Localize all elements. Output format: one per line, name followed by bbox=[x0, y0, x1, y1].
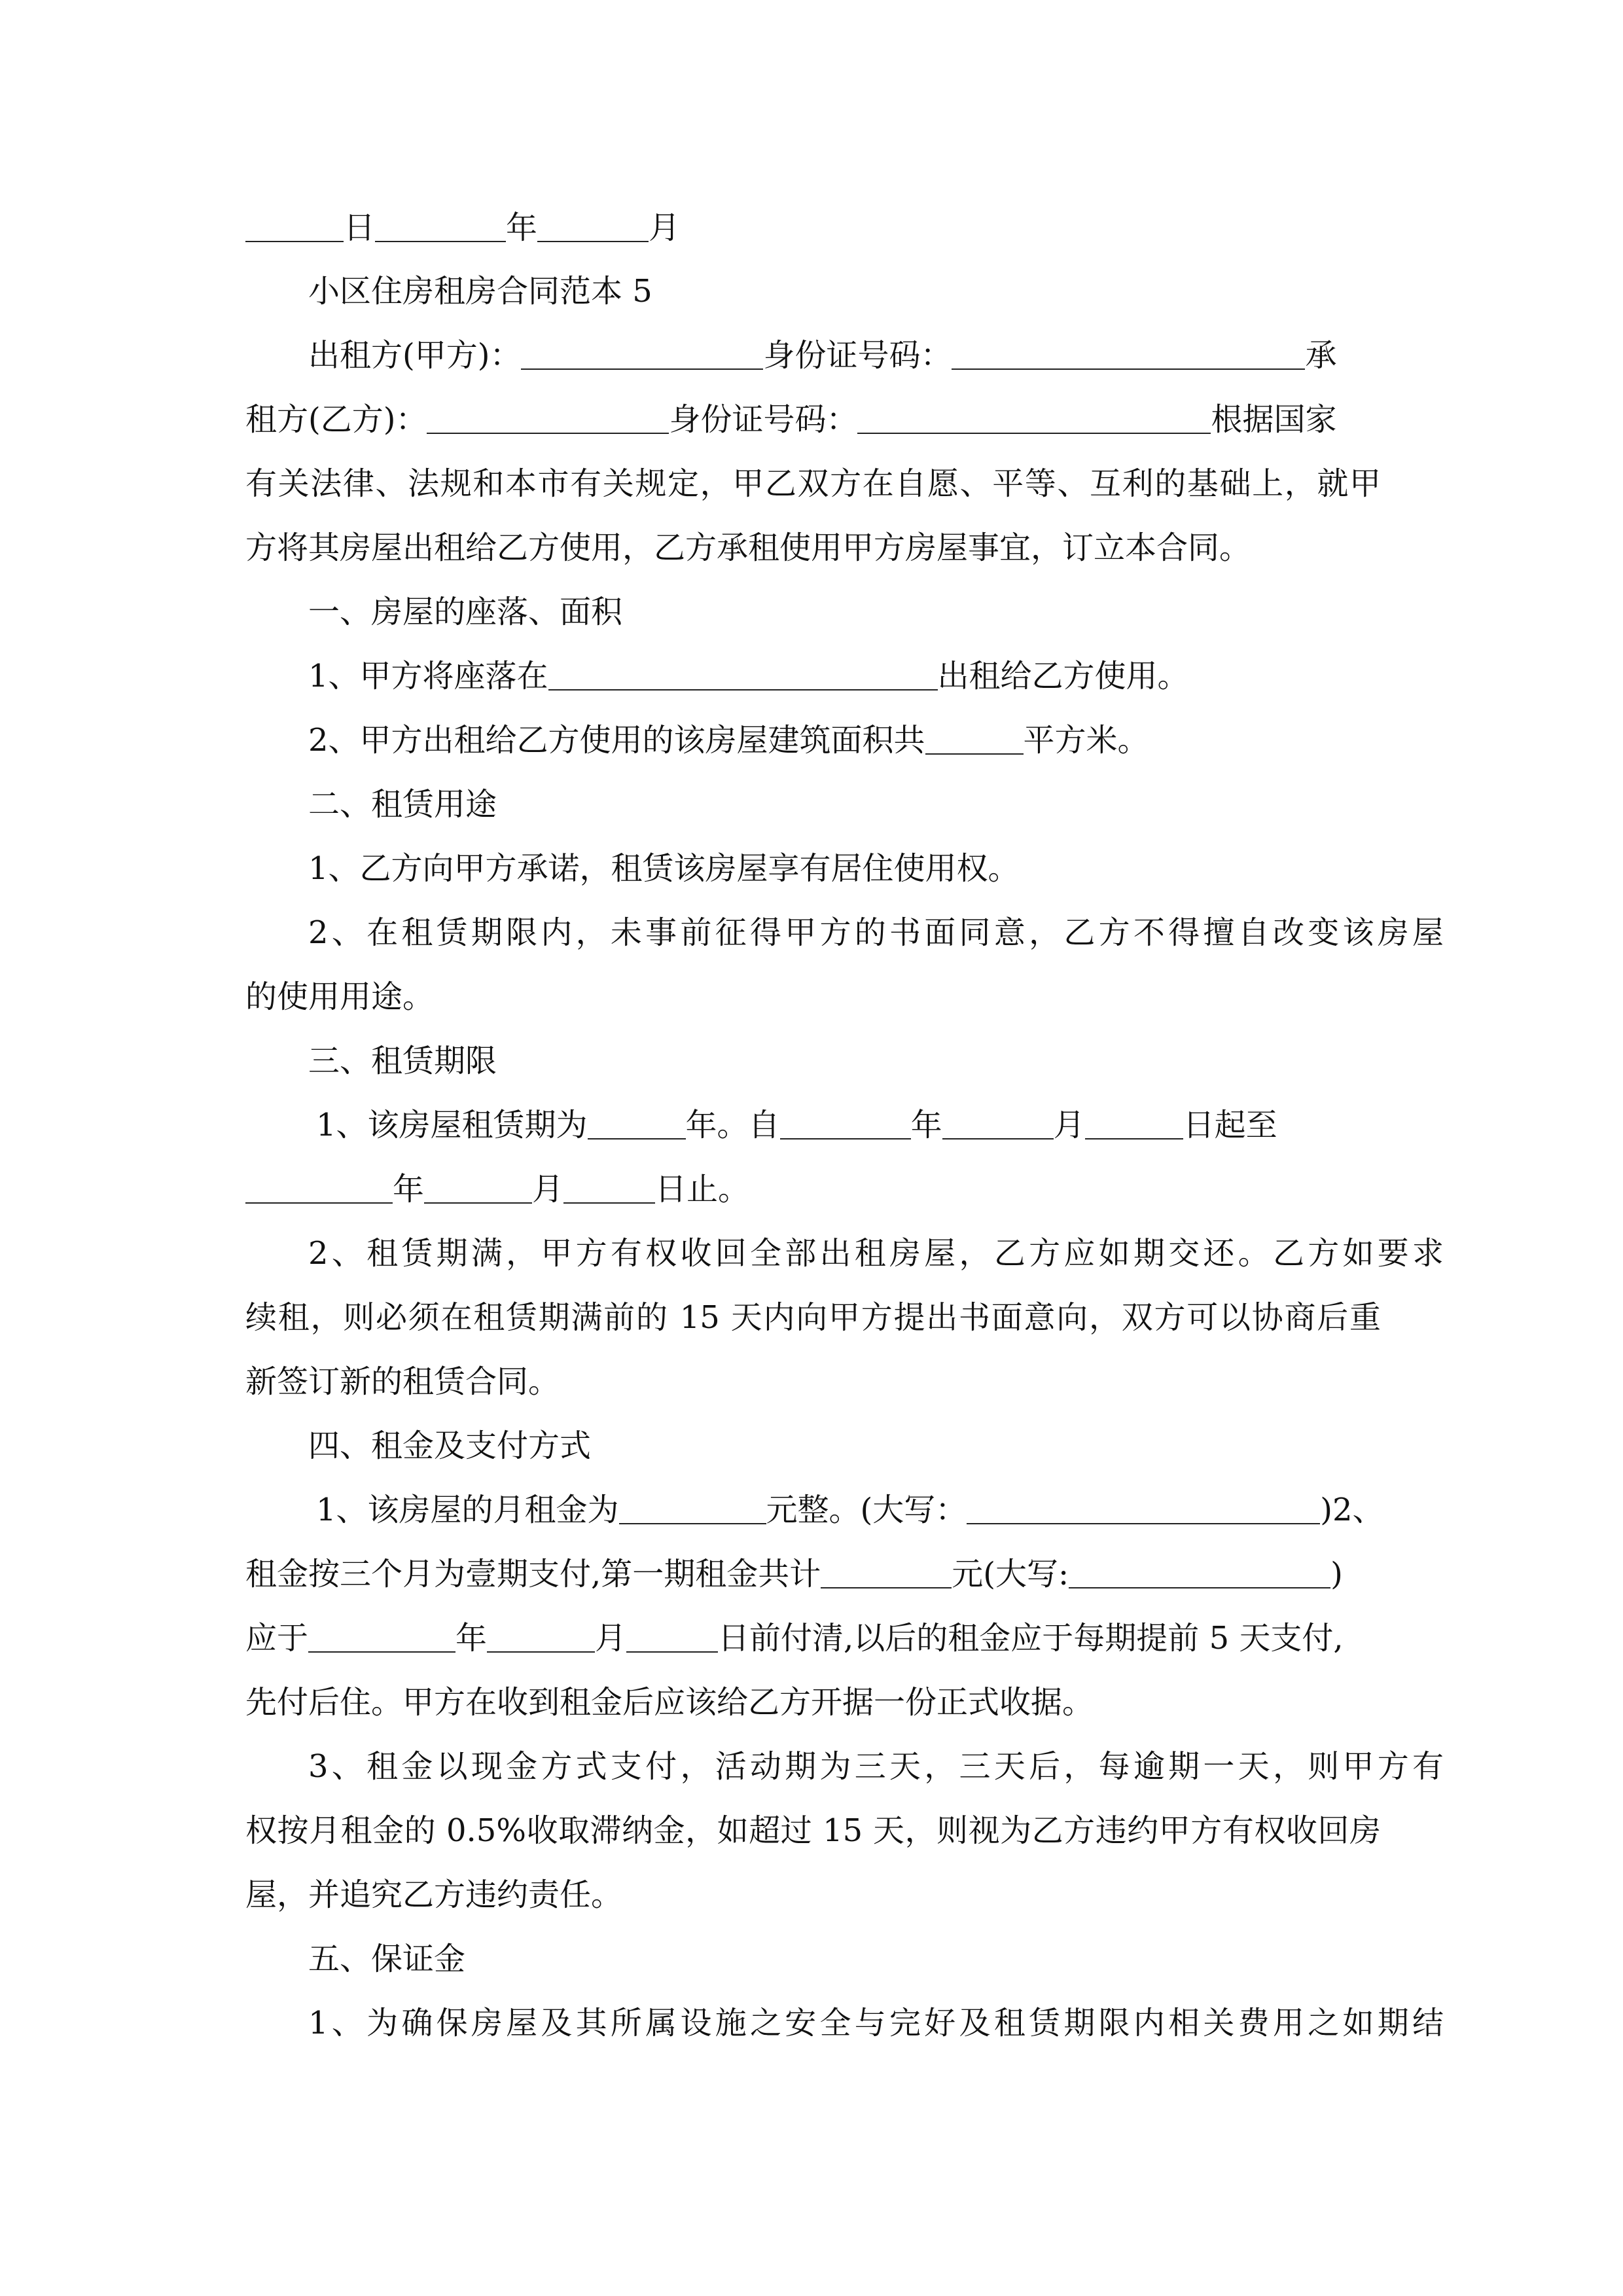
blank-pay-day bbox=[626, 1621, 718, 1653]
text-fragment: ) bbox=[1330, 1556, 1343, 1592]
paragraph-line: 新签订新的租赁合同。 bbox=[245, 1363, 560, 1400]
paragraph-line: 续租，则必须在租赁期满前的 15 天内向甲方提出书面意向，双方可以协商后重 bbox=[245, 1299, 1381, 1336]
text-fragment: )2、 bbox=[1320, 1492, 1384, 1528]
blank-lessor-name bbox=[521, 338, 763, 370]
paragraph-line: 权按月租金的 0.5%收取滞纳金，如超过 15 天，则视为乙方违约甲方有权收回房 bbox=[245, 1812, 1381, 1849]
text-fragment: 1、该房屋租赁期为 bbox=[316, 1107, 588, 1143]
text-fragment: 承 bbox=[1305, 337, 1337, 374]
text-fragment: 年。自 bbox=[685, 1107, 780, 1143]
section-heading-5: 五、保证金 bbox=[308, 1941, 466, 1977]
clause-1-1 bbox=[245, 656, 1444, 696]
clause-5-1: 1、为确保房屋及其所属设施之安全与完好及租赁期限内相关费用之如期结 bbox=[308, 2005, 1444, 2041]
text-fragment: 日起至 bbox=[1183, 1107, 1277, 1143]
blank-monthly-rent bbox=[619, 1493, 766, 1524]
id-number-label: 身份证号码： bbox=[669, 401, 858, 438]
text-fragment: 月 bbox=[595, 1620, 627, 1657]
blank-location bbox=[548, 659, 938, 691]
blank-lessor-id bbox=[952, 338, 1305, 370]
blank-term-years bbox=[588, 1108, 686, 1139]
parties-line-2 bbox=[245, 400, 1381, 439]
clause-4-1 bbox=[245, 1490, 1452, 1530]
contract-title: 小区住房租房合同范本 5 bbox=[308, 273, 652, 310]
id-number-label: 身份证号码： bbox=[763, 337, 952, 374]
parties-line-1 bbox=[245, 336, 1444, 375]
text-fragment: 应于 bbox=[245, 1620, 309, 1657]
clause-2-2: 2、在租赁期限内，未事前征得甲方的书面同意，乙方不得擅自改变该房屋 bbox=[308, 914, 1444, 951]
section-heading-1: 一、房屋的座落、面积 bbox=[308, 594, 623, 630]
text-fragment: 年 bbox=[393, 1171, 425, 1208]
text-fragment: 元整。(大写： bbox=[766, 1492, 967, 1528]
text-fragment: 年 bbox=[455, 1620, 488, 1657]
text-fragment: 日止。 bbox=[655, 1171, 750, 1208]
blank-pay-month bbox=[487, 1621, 595, 1653]
text-fragment: 租金按三个月为壹期支付,第一期租金共计 bbox=[245, 1556, 821, 1592]
paragraph-line bbox=[245, 1170, 1381, 1209]
paragraph-line bbox=[245, 1619, 1381, 1658]
text-fragment: 月 bbox=[532, 1171, 564, 1208]
section-heading-4: 四、租金及支付方式 bbox=[308, 1427, 592, 1464]
section-heading-2: 二、租赁用途 bbox=[308, 786, 497, 823]
blank-end-month bbox=[424, 1172, 532, 1204]
blank-lessee-id bbox=[857, 403, 1211, 434]
clause-1-2 bbox=[245, 721, 1444, 760]
date-line bbox=[245, 208, 1381, 247]
blank-start-month bbox=[942, 1108, 1054, 1139]
blank-area bbox=[925, 723, 1024, 755]
date-year-label: 年 bbox=[506, 209, 538, 246]
text-fragment: 平方米。 bbox=[1023, 722, 1149, 759]
blank-lessee-name bbox=[427, 403, 669, 434]
paragraph-line: 屋，并追究乙方违约责任。 bbox=[245, 1876, 623, 1913]
blank-payment-uppercase bbox=[1069, 1557, 1330, 1588]
paragraph-line: 有关法律、法规和本市有关规定，甲乙双方在自愿、平等、互利的基础上，就甲 bbox=[245, 465, 1381, 502]
paragraph-line bbox=[245, 1554, 1381, 1594]
blank-month bbox=[537, 211, 649, 242]
clause-3-1 bbox=[245, 1105, 1452, 1145]
blank-first-payment bbox=[821, 1557, 952, 1588]
date-month-label: 月 bbox=[649, 209, 681, 246]
blank-rent-uppercase bbox=[967, 1493, 1320, 1524]
blank-start-year bbox=[780, 1108, 911, 1139]
clause-2-1: 1、乙方向甲方承诺，租赁该房屋享有居住使用权。 bbox=[308, 850, 1020, 887]
date-day-label: 日 bbox=[344, 209, 376, 246]
blank-end-year bbox=[245, 1172, 393, 1204]
text-fragment: 根据国家 bbox=[1211, 401, 1337, 438]
paragraph-line: 方将其房屋出租给乙方使用，乙方承租使用甲方房屋事宜，订立本合同。 bbox=[245, 529, 1251, 566]
text-fragment: 日前付清,以后的租金应于每期提前 5 天支付, bbox=[718, 1620, 1344, 1657]
text-fragment: 年 bbox=[910, 1107, 942, 1143]
blank-day bbox=[245, 211, 344, 242]
paragraph-line: 的使用用途。 bbox=[245, 978, 435, 1015]
blank-end-day bbox=[563, 1172, 655, 1204]
text-fragment: 出租给乙方使用。 bbox=[937, 658, 1189, 694]
text-fragment: 1、该房屋的月租金为 bbox=[316, 1492, 619, 1528]
blank-pay-year bbox=[308, 1621, 455, 1653]
paragraph-line: 先付后住。甲方在收到租金后应该给乙方开据一份正式收据。 bbox=[245, 1684, 1094, 1721]
blank-year bbox=[375, 211, 506, 242]
blank-start-day bbox=[1085, 1108, 1183, 1139]
lessor-label: 出租方(甲方)： bbox=[308, 337, 522, 374]
text-fragment: 元(大写: bbox=[952, 1556, 1069, 1592]
lessee-label: 租方(乙方)： bbox=[245, 401, 427, 438]
clause-4-3: 3、租金以现金方式支付，活动期为三天，三天后，每逾期一天，则甲方有 bbox=[308, 1748, 1444, 1785]
text-fragment: 2、甲方出租给乙方使用的该房屋建筑面积共 bbox=[308, 722, 925, 759]
section-heading-3: 三、租赁期限 bbox=[308, 1043, 497, 1079]
text-fragment: 1、甲方将座落在 bbox=[308, 658, 548, 694]
clause-3-2: 2、租赁期满，甲方有权收回全部出租房屋，乙方应如期交还。乙方如要求 bbox=[308, 1235, 1444, 1272]
text-fragment: 月 bbox=[1053, 1107, 1085, 1143]
